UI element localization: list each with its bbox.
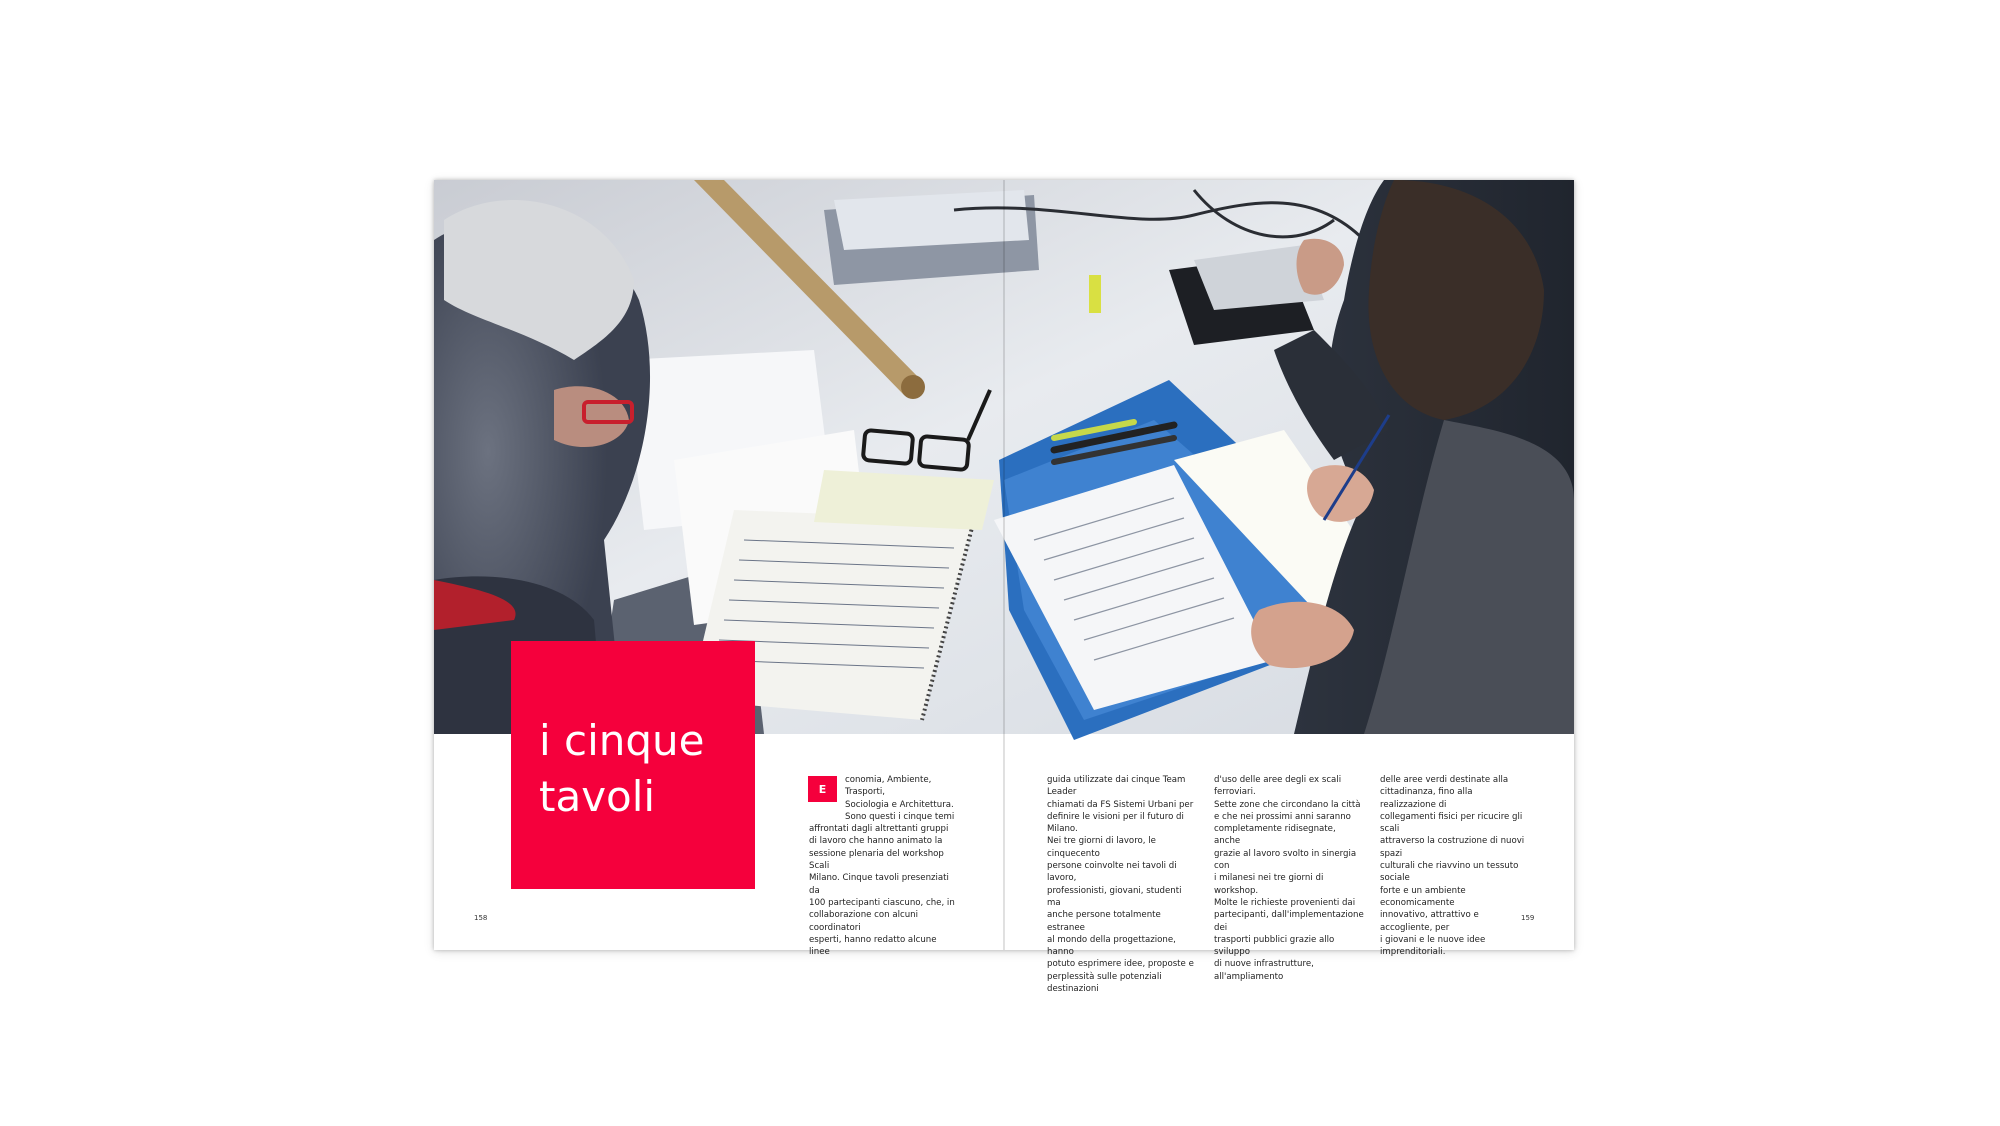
title-box	[511, 641, 755, 889]
page-number-right: 159	[1521, 914, 1535, 922]
title-line-2: tavoli	[539, 772, 656, 821]
text-column-2: guida utilizzate dai cinque Team Leader chiamati da FS Sistemi Urbani per definire le visioni per il futuro di Milano. Nei tre giorni di lavoro, le cinquecento persone coinvolte nei tavoli di lavoro, professionisti, giovani, studenti ma anche persone totalmente estranee al mondo della progettazione, hanno potuto esprimere idee, proposte e perplessità sulle potenziali destinazioni	[1047, 775, 1194, 995]
title-line-1: i cinque	[539, 716, 705, 765]
article-title	[539, 713, 749, 825]
page-number-left: 158	[474, 914, 488, 922]
dropcap: E	[808, 776, 837, 802]
text-column-3: d'uso delle aree degli ex scali ferroviari. Sette zone che circondano la città e che nei prossimi anni saranno completamente ridisegnate, anche grazie al lavoro svolto in sinergia con i milanesi nei tre giorni di workshop. Molte le richieste provenienti dai partecipanti, dall'implementazione dei trasporti pubblici grazie allo sviluppo di nuove infrastrutture, all'ampliamento	[1214, 775, 1364, 982]
page-gutter	[1003, 180, 1005, 950]
column-1-intro: conomia, Ambiente, Trasporti, Sociologia e Architettura. Sono questi i cinque temi	[845, 775, 955, 822]
magazine-spread	[434, 180, 1574, 995]
column-1-body: affrontati dagli altrettanti gruppi di lavoro che hanno animato la sessione plenaria del workshop Scali Milano. Cinque tavoli presenziati da 100 partecipanti ciascuno, che, in collaborazione con alcuni coordinatori esperti, hanno redatto alcune linee	[809, 824, 955, 958]
text-column-4: delle aree verdi destinate alla cittadinanza, fino alla realizzazione di collegamenti fisici per ricucire gli scali attraverso la costruzione di nuovi spazi culturali che riavvino un tessuto sociale forte e un ambiente economicamente innovativo, attrattivo e accogliente, per i giovani e le nuove idee imprenditoriali.	[1380, 775, 1525, 958]
